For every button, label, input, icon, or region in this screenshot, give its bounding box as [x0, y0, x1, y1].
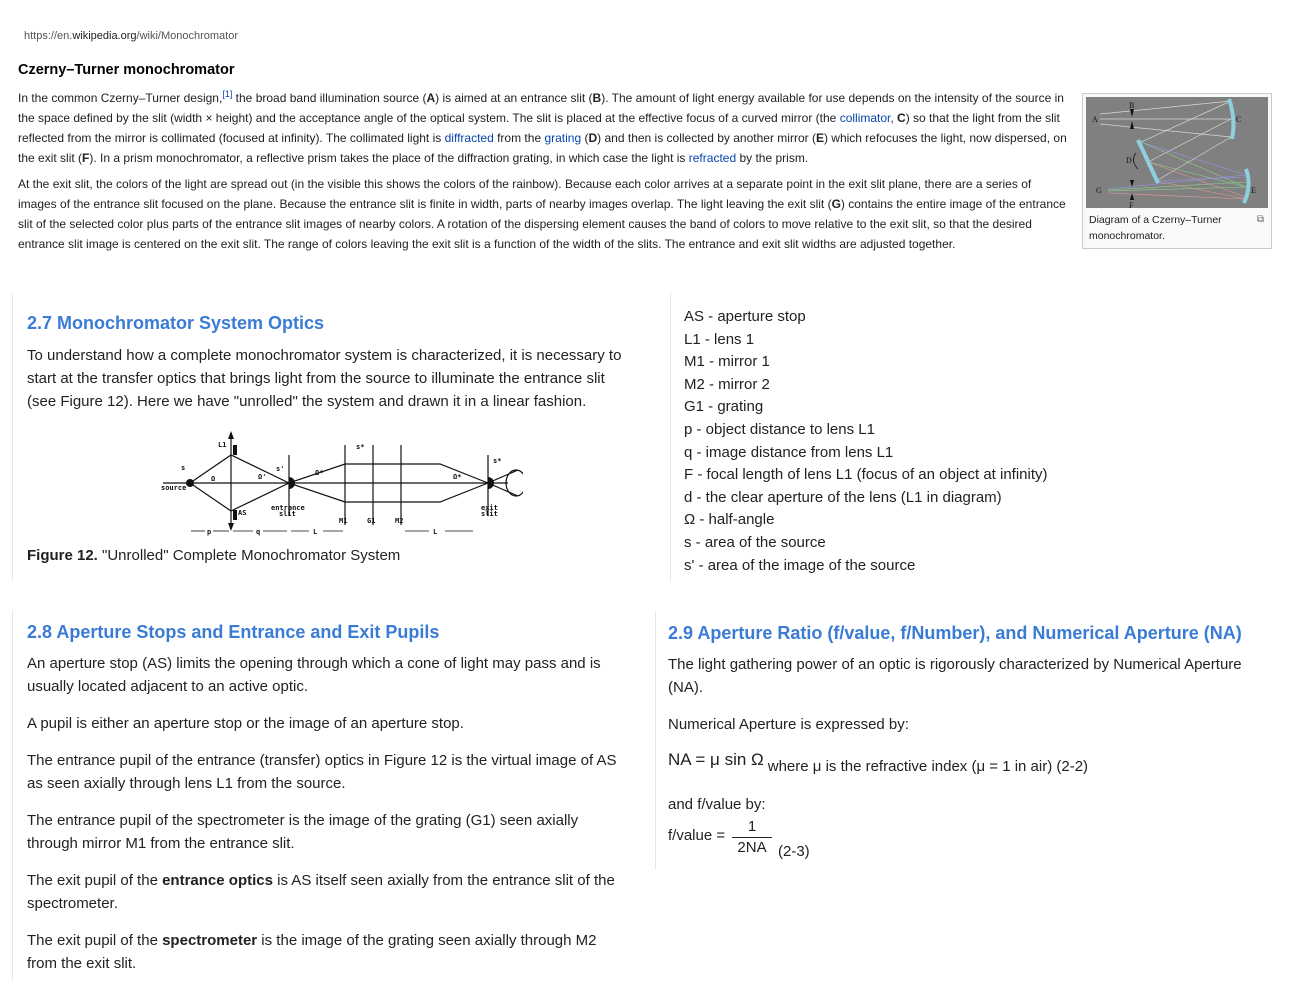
czerny-turner-svg: [1086, 97, 1268, 208]
section-2-7-body: To understand how a complete monochromator system is characterized, it is necessary to start at the transfer optics that brings light from the source to illuminate the entrance slit (see Figure 12). Here we have "unrolled" the system and drawn it in a linear fashion.: [27, 347, 622, 410]
legend-item: Ω - half-angle: [684, 511, 775, 529]
citation-link[interactable]: [1]: [222, 89, 233, 99]
grating-link[interactable]: grating: [544, 131, 582, 145]
legend-item: M1 - mirror 1: [684, 353, 770, 371]
section-2-8-heading: 2.8 Aperture Stops and Entrance and Exit Pupils: [27, 622, 440, 642]
unrolled-monochromator-svg: [143, 425, 523, 540]
label-f: F: [1129, 201, 1134, 208]
symbol-legend-list: [684, 306, 1048, 577]
figure-12-caption: Figure 12. "Unrolled" Complete Monochromator System: [27, 547, 401, 564]
enlarge-icon[interactable]: ⧉: [1256, 214, 1264, 225]
paragraph: Numerical Aperture is expressed by:: [668, 716, 909, 733]
diagram-thumbnail[interactable]: [1082, 93, 1272, 249]
fig-label-g1: G1: [367, 517, 376, 525]
wiki-heading: Czerny–Turner monochromator: [18, 62, 235, 78]
legend-item: M2 - mirror 2: [684, 375, 770, 393]
wiki-paragraph-2: At the exit slit, the colors of the light are spread out (in the visible this shows the colors of the rainbow). Because each color arrives at a separate point in the exit slit plane, there are a series of images of the entrance slit focused on the plane. Because the entrance slit is finite in width, parts of nearby images overlap. The light leaving the exit slit (G) contains the entire image of the entrance slit of the selected color plus parts of the entrance slit images of nearby colors. A rotation of the dispersing element causes the band of colors to move relative to the exit slit, so that the desired entrance slit image is centered on the exit slit. The range of colors leaving the exit slit is a function of the width of the slits. The entrance and exit slit widths are adjusted together.: [18, 177, 1066, 251]
fig-label-m2: M2: [395, 517, 404, 525]
legend-item: F - focal length of lens L1 (focus of an object at infinity): [684, 466, 1048, 484]
paragraph: The entrance pupil of the spectrometer is the image of the grating (G1) seen axially through mirror M1 from the entrance slit.: [27, 812, 579, 852]
fig-label-m1: M1: [339, 517, 348, 525]
fig-label-lb: L: [433, 528, 438, 536]
label-a: A: [1092, 115, 1098, 124]
fig-label-omega: Ω: [211, 475, 216, 483]
fig-label-s-star-exit: s*: [493, 457, 502, 465]
fig-label-exit: exit: [481, 504, 498, 512]
equation-2-2: [668, 750, 1089, 775]
fig-label-entrance: entrance: [271, 504, 305, 512]
diffracted-link[interactable]: diffracted: [444, 131, 494, 145]
refracted-link[interactable]: refracted: [688, 151, 737, 165]
fig-label-omega-star-exit: Ω*: [453, 473, 462, 481]
fig-label-s-star: s*: [356, 443, 365, 451]
paragraph: The entrance pupil of the entrance (transfer) optics in Figure 12 is the virtual image of AS as seen axially through lens L1 from the source.: [27, 752, 617, 792]
equation-na: NA = μ sin Ω: [668, 750, 764, 769]
legend-item: G1 - grating: [684, 398, 764, 416]
label-d: D: [1126, 156, 1132, 165]
equation-fraction: [732, 817, 772, 858]
legend-item: q - image distance from lens L1: [684, 443, 894, 461]
equation-tag: (2-3): [778, 843, 810, 860]
fig-label-exit-slit: slit: [481, 510, 498, 518]
paragraph: The exit pupil of the spectrometer is the image of the grating seen axially through M2 from the exit slit.: [27, 932, 597, 972]
figure-12-diagram: [143, 425, 523, 540]
fraction-numerator: 1: [732, 817, 772, 838]
fig-label-omega-star: Ω*: [315, 469, 324, 477]
fig-label-as: AS: [238, 509, 247, 517]
section-2-8-body: [27, 652, 627, 989]
fig-label-s: s: [181, 464, 186, 472]
paragraph: The light gathering power of an optic is rigorously characterized by Numerical Aperture (NA).: [668, 656, 1242, 696]
fig-label-s-prime: s': [276, 465, 285, 473]
symbol-legend: [670, 293, 1271, 581]
legend-item: L1 - lens 1: [684, 330, 755, 348]
equation-na-note: where μ is the refractive index (μ = 1 in air) (2-2): [767, 758, 1089, 775]
label-c: C: [1236, 115, 1242, 124]
thumbnail-caption: Diagram of a Czerny–Turner monochromator. ⧉: [1089, 214, 1264, 242]
paragraph: An aperture stop (AS) limits the opening through which a cone of light may pass and is usually located adjacent to an active optic.: [27, 655, 601, 695]
legend-item: s - area of the source: [684, 533, 826, 551]
section-2-7-heading: 2.7 Monochromator System Optics: [27, 313, 325, 333]
wiki-paragraph-1: In the common Czerny–Turner design,[1] the broad band illumination source (A) is aimed at an entrance slit (B). The amount of light energy available for use depends on the intensity of the source in the space defined by the slit (width × height) and the acceptance angle of the optical system. The slit is placed at the effective focus of a curved mirror (the collimator, C) so that the light from the slit reflected from the mirror is collimated (focused at infinity). The collimated light is diffracted from the grating (D) and then is collected by another mirror (E) which refocuses the light, now dispersed, on the exit slit (F). In a prism monochromator, a reflective prism takes the place of the diffraction grating, in which case the light is refracted by the prism.: [18, 89, 1067, 165]
label-b: B: [1129, 101, 1135, 110]
fig-label-q: q: [256, 528, 261, 536]
fig-label-p: p: [207, 528, 212, 536]
legend-item: p - object distance to lens L1: [684, 420, 875, 438]
fig-label-source: source: [161, 484, 187, 492]
legend-item: s' - area of the image of the source: [684, 556, 916, 574]
fig-label-entrance-slit: slit: [279, 510, 296, 518]
label-g: G: [1096, 186, 1102, 195]
fig-label-l1: L1: [218, 441, 227, 449]
paragraph: A pupil is either an aperture stop or the image of an aperture stop.: [27, 715, 464, 732]
paragraph: The exit pupil of the entrance optics is AS itself seen axially from the entrance slit of the spectrometer.: [27, 872, 615, 912]
equation-fvalue-label: f/value =: [668, 827, 726, 844]
fig-label-omega-prime: Ω': [258, 473, 267, 481]
collimator-link[interactable]: collimator: [839, 111, 891, 125]
section-2-7: [12, 293, 633, 581]
fraction-denominator: 2NA: [737, 839, 767, 856]
section-2-9: [655, 612, 1276, 870]
fig-label-la: L: [313, 528, 318, 536]
section-2-9-heading: 2.9 Aperture Ratio (f/value, f/Number), and Numerical Aperture (NA): [668, 623, 1242, 643]
label-e: E: [1251, 186, 1256, 195]
page-url[interactable]: https://en.wikipedia.org/wiki/Monochromator: [24, 30, 238, 42]
czerny-turner-diagram[interactable]: [1086, 97, 1268, 208]
section-2-8: [12, 610, 633, 980]
legend-item: d - the clear aperture of the lens (L1 in diagram): [684, 488, 1002, 506]
paragraph: and f/value by:: [668, 796, 766, 813]
legend-item: AS - aperture stop: [684, 308, 806, 325]
